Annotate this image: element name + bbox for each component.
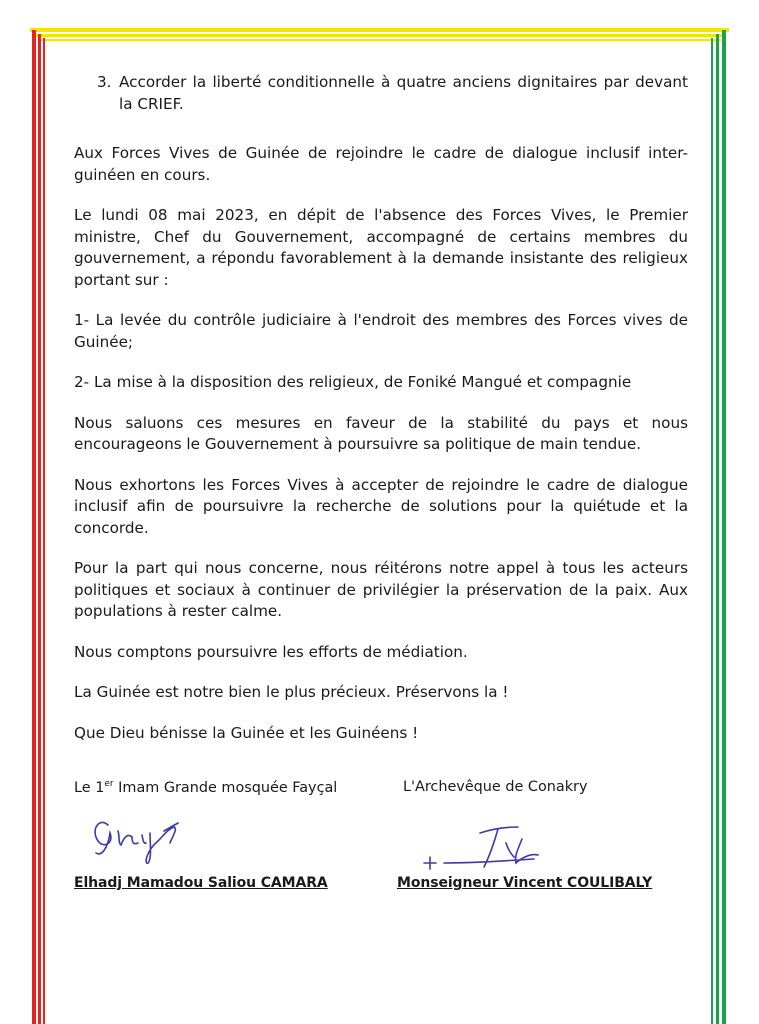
letter-body xyxy=(74,72,688,763)
paragraph: Nous comptons poursuivre les efforts de médiation. xyxy=(74,642,468,661)
paragraph: 1- La levée du contrôle judiciaire à l'endroit des membres des Forces vives de Guinée; xyxy=(74,311,688,351)
list-item xyxy=(97,72,688,115)
paragraph: Que Dieu bénisse la Guinée et les Guinéens ! xyxy=(74,723,419,742)
paragraph: La Guinée est notre bien le plus précieux. Préservons la ! xyxy=(74,683,509,701)
paragraph: Aux Forces Vives de Guinée de rejoindre le cadre de dialogue inclusif inter-guinéen en cours. xyxy=(74,144,688,184)
paragraph: 2- La mise à la disposition des religieux, de Foniké Mangué et compagnie xyxy=(74,373,632,391)
left-signatory-title xyxy=(74,779,337,796)
list-item-number: 3. xyxy=(97,73,112,91)
title-prefix: Le 1 xyxy=(74,779,105,796)
title-rest: Imam Grande mosquée Fayçal xyxy=(113,779,338,796)
right-signatory-name: Monseigneur Vincent COULIBALY xyxy=(397,875,653,891)
paragraph: Pour la part qui nous concerne, nous réitérons notre appel à tous les acteurs politiques et sociaux à continuer de privilégier la préservation de la paix. Aux populations à rester calme. xyxy=(74,559,688,620)
left-signatory-name: Elhadj Mamadou Saliou CAMARA xyxy=(74,875,328,891)
paragraph: Nous exhortons les Forces Vives à accepter de rejoindre le cadre de dialogue inclusif afin de poursuivre la recherche de solutions pour la quiétude et la concorde. xyxy=(74,475,688,537)
paragraph: Le lundi 08 mai 2023, en dépit de l'absence des Forces Vives, le Premier ministre, Chef du Gouvernement, accompagné de certains membres du gouvernement, a répondu favorablement à la demande insistante des religieux portant sur : xyxy=(74,206,688,289)
signature-right xyxy=(414,819,564,881)
signature-left xyxy=(88,807,198,867)
flag-border-top xyxy=(30,24,729,46)
signature-block xyxy=(74,779,694,899)
right-signatory-title: L'Archevêque de Conakry xyxy=(403,779,588,795)
paragraph: Nous saluons ces mesures en faveur de la stabilité du pays et nous encourageons le Gouvernement à poursuivre sa politique de main tendue. xyxy=(74,413,688,453)
list-item-text: Accorder la liberté conditionnelle à quatre anciens dignitaires par devant la CRIEF. xyxy=(119,73,688,113)
flag-border-left xyxy=(30,30,48,1024)
flag-border-right xyxy=(707,30,729,1024)
title-superscript: er xyxy=(104,779,114,789)
